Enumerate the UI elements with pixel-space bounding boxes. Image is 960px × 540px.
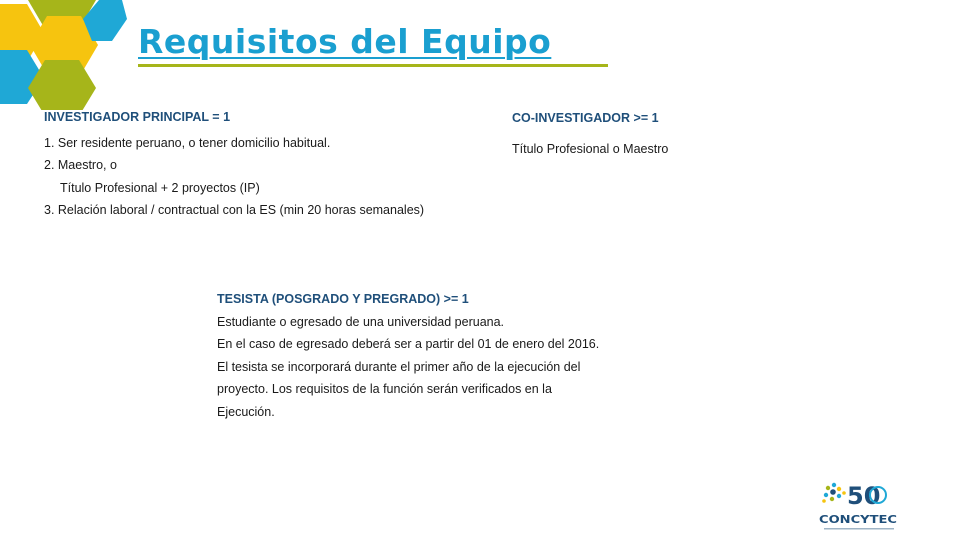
tesista-block (217, 288, 599, 423)
investigador-item: 1. Ser residente peruano, o tener domicilio habitual. (44, 135, 331, 150)
co-investigador-item: Título Profesional o Maestro (512, 141, 669, 156)
title-underline (138, 64, 608, 67)
tesista-line: El tesista se incorporará durante el primer año de la ejecución del (217, 359, 581, 374)
decorative-hexagons (0, 0, 130, 110)
concytec-logo (816, 478, 900, 534)
logo-number: 50 (847, 482, 881, 510)
investigador-item: 3. Relación laboral / contractual con la ES (min 20 horas semanales) (44, 203, 425, 217)
investigador-item: Título Profesional + 2 proyectos (IP) (60, 180, 260, 195)
hex-green-bottom (28, 60, 96, 110)
investigador-heading: INVESTIGADOR PRINCIPAL = 1 (44, 110, 231, 124)
co-investigador-heading: CO-INVESTIGADOR >= 1 (512, 111, 659, 125)
logo-dots (822, 483, 846, 503)
tesista-line: Ejecución. (217, 404, 275, 419)
tesista-line: Estudiante o egresado de una universidad peruana. (217, 314, 505, 329)
page-title: Requisitos del Equipo (138, 22, 552, 61)
tesista-line: proyecto. Los requisitos de la función serán verificados en la (217, 382, 552, 396)
co-investigador-block (512, 107, 668, 160)
tesista-heading: TESISTA (POSGRADO Y PREGRADO) >= 1 (217, 292, 469, 306)
logo-tagline-rule (824, 528, 894, 530)
logo-name: CONCYTEC (819, 513, 897, 526)
investigador-item: 2. Maestro, o (44, 158, 117, 172)
tesista-line: En el caso de egresado deberá ser a partir del 01 de enero del 2016. (217, 337, 600, 351)
investigador-principal-block (44, 106, 424, 222)
